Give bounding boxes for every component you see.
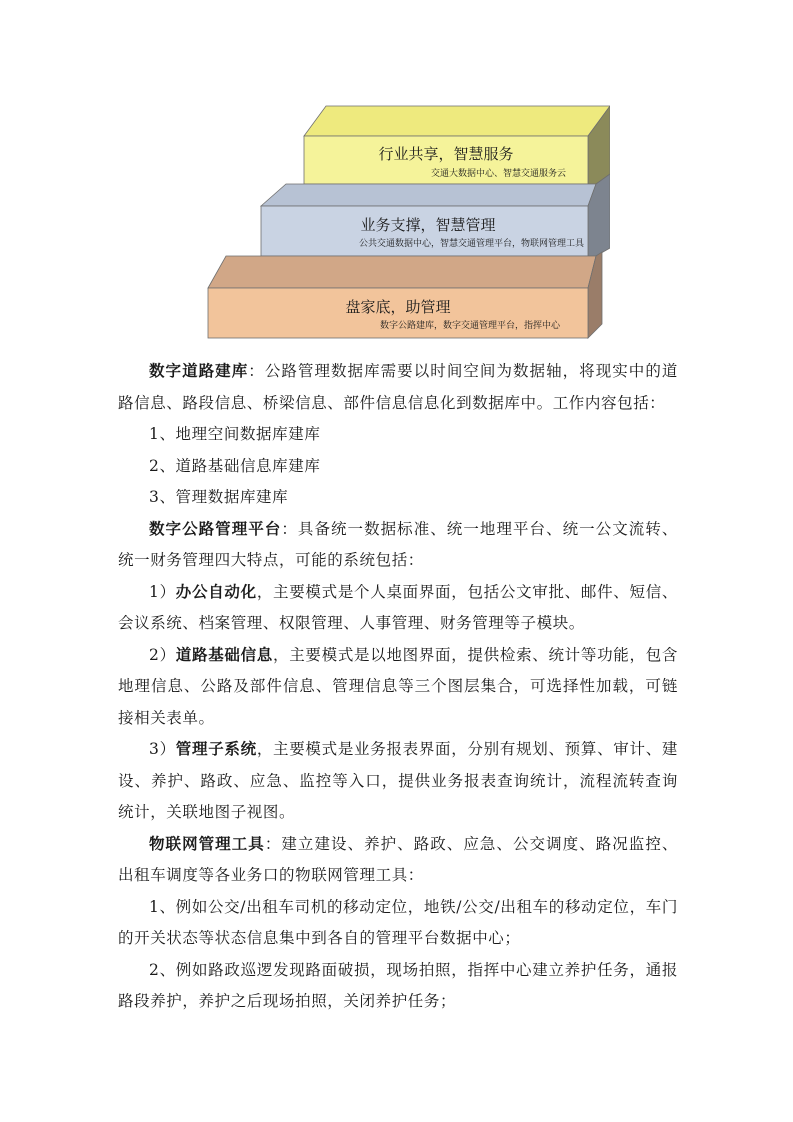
paragraph-text: ：建立建设、养护、路政、应急、公交调度、路况监控、出租车调度等各业务口的物联网管理工具： bbox=[118, 834, 678, 884]
list-item bbox=[118, 640, 678, 735]
tier-top-title: 行业共享，智慧服务 bbox=[378, 145, 514, 163]
term-digital-road-db: 数字道路建库 bbox=[149, 362, 249, 380]
list-number: 1） bbox=[149, 582, 176, 601]
paragraph-digital-platform bbox=[118, 514, 678, 577]
list-text: ，主要模式是以地图界面，提供检索、统计等功能，包含地理信息、公路及部件信息、管理信息等三个图层集合，可选择性加载，可链接相关表单。 bbox=[118, 645, 679, 727]
tier-middle-subtitle: 公共交通数据中心，智慧交通管理平台，物联网管理工具 bbox=[358, 239, 584, 249]
tier-top bbox=[304, 106, 610, 184]
list-number: 2） bbox=[149, 645, 176, 664]
list-item: 2、道路基础信息库建库 bbox=[149, 456, 321, 475]
list-text: ，主要模式是业务报表界面，分别有规划、预算、审计、建设、养护、路政、应急、监控等入口，提供业务报表查询统计，流程流转查询统计，关联地图子视图。 bbox=[118, 740, 679, 821]
document-body bbox=[118, 356, 678, 1018]
paragraph-iot-tools bbox=[118, 829, 678, 892]
paragraph-text: ：公路管理数据库需要以时间空间为数据轴，将现实中的道路信息、路段信息、桥梁信息、部件信息信息化到数据库中。工作内容包括： bbox=[118, 362, 678, 412]
tier-bottom-title: 盘家底，助管理 bbox=[345, 298, 451, 316]
layered-architecture-diagram bbox=[200, 98, 610, 342]
tier-top-subtitle: 交通大数据中心、智慧交通服务云 bbox=[430, 169, 566, 179]
term-office-automation: 办公自动化 bbox=[175, 582, 257, 601]
list-item bbox=[118, 577, 678, 640]
list-item: 1、地理空间数据库建库 bbox=[149, 425, 321, 443]
tier-middle-title: 业务支撑，智慧管理 bbox=[360, 216, 496, 234]
list-text: ，主要模式是个人桌面界面，包括公文审批、邮件、短信、会议系统、档案管理、权限管理、人事管理、财务管理等子模块。 bbox=[118, 582, 679, 632]
tier-bottom-subtitle: 数字公路建库，数字交通管理平台，指挥中心 bbox=[379, 321, 560, 331]
term-digital-platform: 数字公路管理平台 bbox=[149, 519, 282, 538]
list-item: 1、例如公交/出租车司机的移动定位，地铁/公交/出租车的移动定位，车门的开关状态等状态信息集中到各自的管理平台数据中心； bbox=[118, 897, 678, 947]
list-item: 3、管理数据库建库 bbox=[149, 488, 289, 506]
tier-bottom bbox=[208, 252, 602, 338]
term-road-base-info: 道路基础信息 bbox=[175, 645, 274, 664]
term-management-subsystem: 管理子系统 bbox=[175, 740, 257, 758]
paragraph-digital-road-db bbox=[118, 356, 678, 419]
term-iot-tools: 物联网管理工具 bbox=[149, 834, 265, 853]
list-number: 3） bbox=[149, 740, 176, 758]
tier-middle bbox=[261, 174, 610, 256]
list-item: 2、例如路政巡逻发现路面破损，现场拍照，指挥中心建立养护任务，通报路段养护，养护之后现场拍照，关闭养护任务； bbox=[118, 960, 678, 1010]
paragraph-text: ：具备统一数据标准、统一地理平台、统一公文流转、统一财务管理四大特点，可能的系统包括： bbox=[118, 519, 678, 569]
list-item bbox=[118, 734, 678, 829]
